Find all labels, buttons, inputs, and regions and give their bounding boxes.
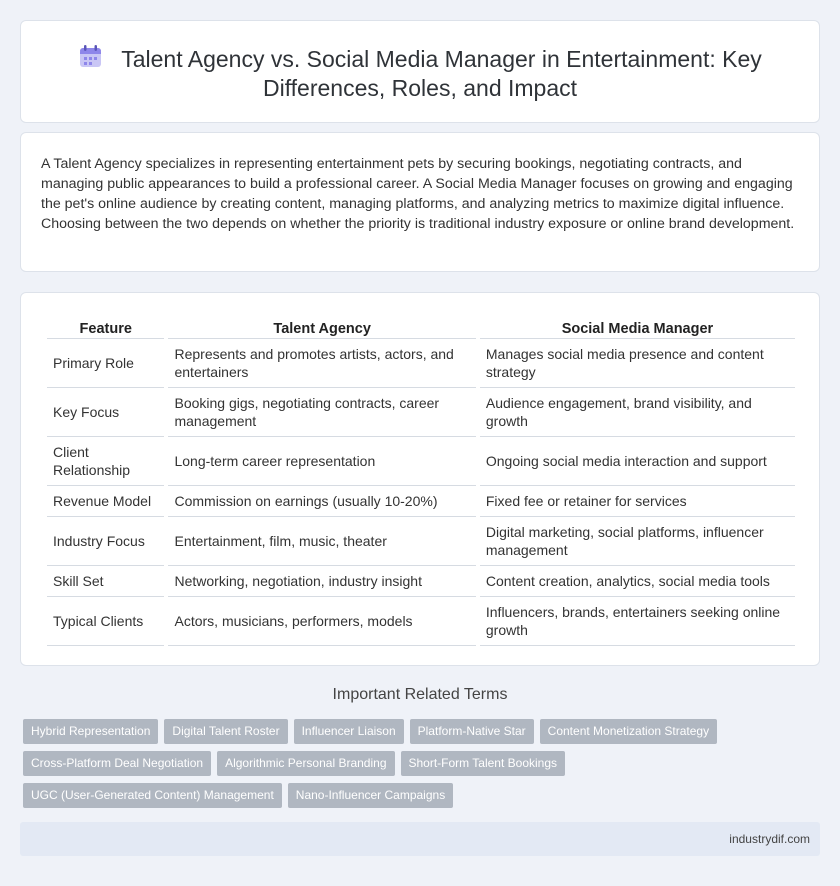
related-terms-list	[23, 719, 743, 815]
row-social-media-manager: Influencers, brands, entertainers seeking online growth	[480, 597, 795, 646]
row-talent-agency: Represents and promotes artists, actors, and entertainers	[168, 339, 475, 388]
table-row	[47, 437, 795, 486]
header-social-media-manager: Social Media Manager	[480, 313, 795, 339]
page-title-wrap	[61, 44, 779, 103]
row-talent-agency: Entertainment, film, music, theater	[168, 517, 475, 566]
related-term-tag[interactable]: Hybrid Representation	[23, 719, 158, 744]
table-row	[47, 388, 795, 437]
tag-row	[23, 751, 743, 783]
row-talent-agency: Actors, musicians, performers, models	[168, 597, 475, 646]
table-row	[47, 597, 795, 646]
row-social-media-manager: Manages social media presence and content strategy	[480, 339, 795, 388]
intro-card	[20, 132, 820, 272]
calendar-icon	[78, 44, 103, 69]
table-row	[47, 486, 795, 517]
title-card	[20, 20, 820, 123]
row-social-media-manager: Audience engagement, brand visibility, and growth	[480, 388, 795, 437]
comparison-table	[43, 313, 799, 646]
table-row	[47, 339, 795, 388]
table-row	[47, 517, 795, 566]
comparison-card	[20, 292, 820, 666]
tag-row	[23, 783, 743, 815]
page-title: Talent Agency vs. Social Media Manager in Entertainment: Key Differences, Roles, and Impact	[121, 46, 762, 101]
row-feature: Revenue Model	[47, 486, 164, 517]
tag-row	[23, 719, 743, 751]
header-feature: Feature	[47, 313, 164, 339]
row-social-media-manager: Digital marketing, social platforms, influencer management	[480, 517, 795, 566]
row-talent-agency: Commission on earnings (usually 10-20%)	[168, 486, 475, 517]
intro-paragraph: A Talent Agency specializes in representing entertainment pets by securing bookings, negotiating contracts, and managing public appearances to build a professional career. A Social Media Manager focuses on growing and engaging the pet's online audience by creating content, managing platforms, and analyzing metrics to maximize digital influence. Choosing between the two depends on whether the priority is traditional industry exposure or online brand development.	[41, 156, 795, 232]
row-feature: Key Focus	[47, 388, 164, 437]
related-term-tag[interactable]: Nano-Influencer Campaigns	[288, 783, 453, 808]
footer-site[interactable]: industrydif.com	[729, 832, 810, 846]
row-talent-agency: Networking, negotiation, industry insight	[168, 566, 475, 597]
row-talent-agency: Booking gigs, negotiating contracts, career management	[168, 388, 475, 437]
related-term-tag[interactable]: Digital Talent Roster	[164, 719, 287, 744]
row-feature: Skill Set	[47, 566, 164, 597]
row-feature: Client Relationship	[47, 437, 164, 486]
row-feature: Industry Focus	[47, 517, 164, 566]
related-term-tag[interactable]: Content Monetization Strategy	[540, 719, 717, 744]
related-term-tag[interactable]: Short-Form Talent Bookings	[401, 751, 566, 776]
table-row	[47, 566, 795, 597]
related-term-tag[interactable]: Cross-Platform Deal Negotiation	[23, 751, 211, 776]
table-header-row	[47, 313, 795, 339]
row-feature: Typical Clients	[47, 597, 164, 646]
header-talent-agency: Talent Agency	[168, 313, 475, 339]
related-terms-title: Important Related Terms	[332, 686, 508, 703]
related-term-tag[interactable]: UGC (User-Generated Content) Management	[23, 783, 282, 808]
footer	[20, 822, 820, 856]
related-term-tag[interactable]: Platform-Native Star	[410, 719, 534, 744]
row-social-media-manager: Ongoing social media interaction and support	[480, 437, 795, 486]
row-talent-agency: Long-term career representation	[168, 437, 475, 486]
row-social-media-manager: Content creation, analytics, social media tools	[480, 566, 795, 597]
row-social-media-manager: Fixed fee or retainer for services	[480, 486, 795, 517]
related-term-tag[interactable]: Algorithmic Personal Branding	[217, 751, 394, 776]
row-feature: Primary Role	[47, 339, 164, 388]
related-term-tag[interactable]: Influencer Liaison	[294, 719, 404, 744]
